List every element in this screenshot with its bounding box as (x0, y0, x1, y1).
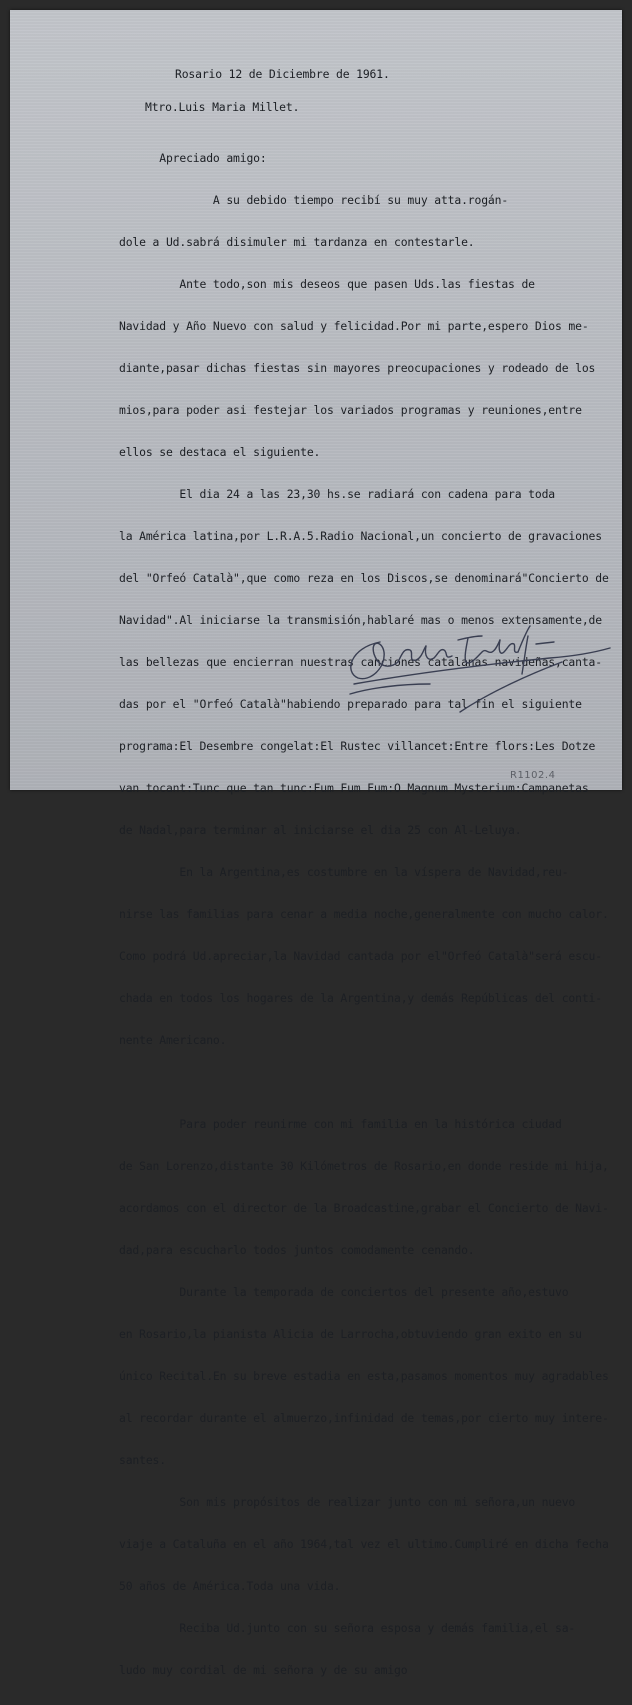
body-line: único Recital.En su breve estadia en esta,pasamos momentos muy agradables (119, 1369, 609, 1383)
body-line: dad,para escucharlo todos juntos comodamente cenando. (119, 1243, 475, 1257)
body-line: nirse las familias para cenar a media noche,generalmente con mucho calor. (119, 907, 609, 921)
body-line: santes. (119, 1453, 166, 1467)
body-line: programa:El Desembre congelat:El Rustec villancet:Entre flors:Les Dotze (119, 739, 596, 753)
body-line: Apreciado amigo: (119, 151, 267, 165)
body-line: mios,para poder asi festejar los variados programas y reuniones,entre (119, 403, 582, 417)
body-line: Reciba Ud.junto con su señora esposa y demás familia,el sa- (119, 1621, 576, 1635)
body-line: del "Orfeó Català",que como reza en los Discos,se denominará"Concierto de (119, 571, 609, 585)
body-line: dole a Ud.sabrá disimuler mi tardanza en contestarle. (119, 235, 475, 249)
body-line: Ante todo,son mis deseos que pasen Uds.las fiestas de (119, 277, 535, 291)
body-line: Como podrá Ud.apreciar,la Navidad cantada por el"Orfeó Català"será escu- (119, 949, 602, 963)
body-line: En la Argentina,es costumbre en la víspera de Navidad,reu- (119, 865, 569, 879)
body-line-blank (119, 1075, 609, 1089)
body-line: Durante la temporada de conciertos del presente año,estuvo (119, 1285, 569, 1299)
letter-body (119, 123, 609, 1705)
body-line: Son mis propósitos de realizar junto con mi señora,un nuevo (119, 1495, 576, 1509)
body-line: Navidad".Al iniciarse la transmisión,hablaré mas o menos extensamente,de (119, 613, 602, 627)
body-line: al recordar durante el almuerzo,infinidad de temas,por cierto muy intere- (119, 1411, 609, 1425)
body-line: das por el "Orfeó Català"habiendo preparado para tal fin el siguiente (119, 697, 582, 711)
body-line: de San Lorenzo,distante 30 Kilómetros de Rosario,en donde reside mi hija, (119, 1159, 609, 1173)
body-line: la América latina,por L.R.A.5.Radio Nacional,un concierto de gravaciones (119, 529, 602, 543)
body-line: en Rosario,la pianista Alicia de Larrocha,obtuviendo gran exito en su (119, 1327, 582, 1341)
addressee-line: Mtro.Luis Maria Millet. (145, 100, 300, 114)
date-line: Rosario 12 de Diciembre de 1961. (175, 67, 390, 81)
body-line: Para poder reunirme con mi familia en la histórica ciudad (119, 1117, 562, 1131)
body-line: 50 años de América.Toda una vida. (119, 1579, 341, 1593)
body-line: acordamos con el director de la Broadcastine,grabar el Concierto de Navi- (119, 1201, 609, 1215)
handwritten-signature (340, 622, 620, 732)
letter-sheet (10, 10, 622, 1677)
body-line: diante,pasar dichas fiestas sin mayores preocupaciones y rodeado de los (119, 361, 596, 375)
body-line: ellos se destaca el siguiente. (119, 445, 321, 459)
body-line: de Nadal,para terminar al iniciarse el dia 25 con Al-Leluya. (119, 823, 522, 837)
body-line: viaje a Cataluña en el año 1964,tal vez el ultimo.Cumpliré en dicha fecha (119, 1537, 609, 1551)
body-line: las bellezas que encierran nuestras canciones catalanas navideñas,canta- (119, 655, 602, 669)
archive-mark: R1102.4 (510, 770, 556, 781)
body-line: ludo muy cordial de mi señora y de su amigo (119, 1663, 408, 1677)
body-line: A su debido tiempo recibí su muy atta.rogán- (119, 193, 509, 207)
body-line: van tocant:Tunc que tan tunc:Fum Fum Fum:O Magnum Mysterium:Campanetas (119, 781, 589, 795)
body-line: El dia 24 a las 23,30 hs.se radiará con cadena para toda (119, 487, 556, 501)
body-line: nente Americano. (119, 1033, 227, 1047)
body-line: Navidad y Año Nuevo con salud y felicidad.Por mi parte,espero Dios me- (119, 319, 589, 333)
body-line: chada en todos los hogares de la Argentina,y demás Repúblicas del conti- (119, 991, 602, 1005)
